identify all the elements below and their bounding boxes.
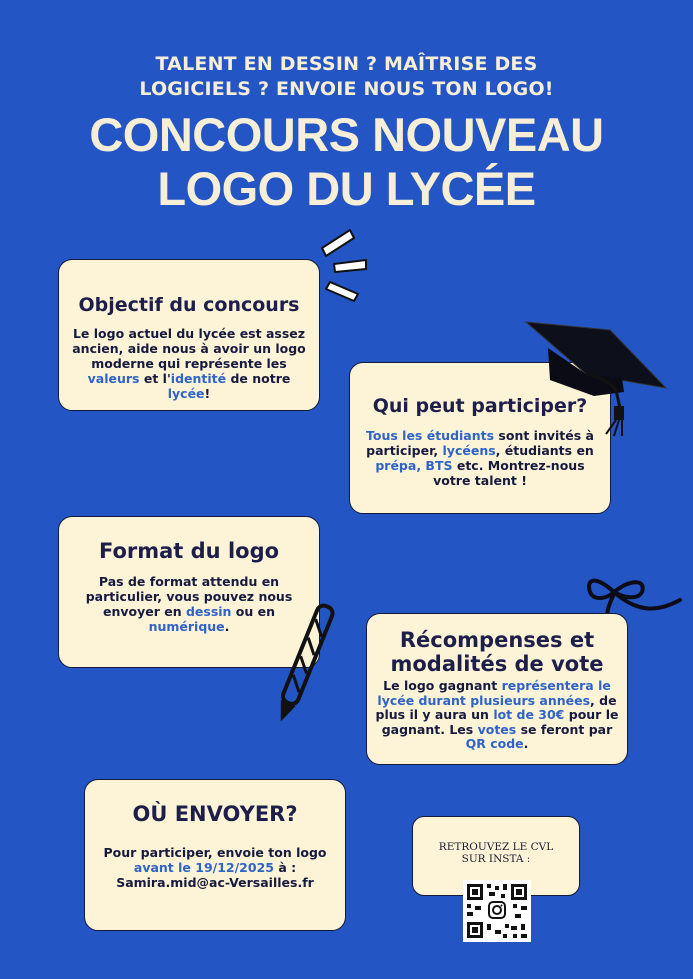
participer-highlight-prepa: prépa, BTS: [375, 458, 453, 473]
card-recompenses: [366, 613, 628, 765]
format-highlight-dessin: dessin: [185, 604, 232, 619]
qr-code[interactable]: [463, 880, 531, 942]
card-envoyer-title: OÙ ENVOYER?: [132, 802, 298, 826]
envoyer-email[interactable]: Samira.mid@ac-Versailles.fr: [116, 875, 314, 890]
card-objectif: [58, 259, 320, 411]
recompenses-text-part: se feront par: [516, 721, 613, 737]
recompenses-title-line-2: modalités de vote: [390, 652, 604, 676]
objectif-text-part: de notre: [226, 371, 291, 386]
recompenses-highlight-lot: lot de 30€: [493, 707, 565, 722]
card-envoyer-text: [85, 845, 345, 890]
format-highlight-numerique: numérique: [148, 619, 225, 634]
participer-highlight-etudiants: Tous les étudiants: [366, 428, 495, 443]
graduation-cap-icon: [524, 316, 670, 438]
qr-code-image: [463, 880, 531, 942]
card-recompenses-text: [367, 679, 627, 752]
participer-highlight-lyceens: lycéens: [442, 443, 496, 458]
pen-icon: [272, 598, 336, 730]
format-text-part: ou en: [231, 604, 276, 619]
recompenses-highlight-votes: votes: [477, 721, 517, 737]
objectif-highlight-valeurs: valeurs: [87, 371, 140, 386]
sparkle-icon: [316, 226, 372, 302]
format-text-part: .: [224, 619, 230, 634]
title-line-1: CONCOURS NOUVEAU: [89, 108, 604, 161]
recompenses-text-part: pour le gagnant. Les: [381, 707, 619, 737]
recompenses-text-part: Le logo gagnant: [383, 678, 502, 693]
envoyer-highlight-date: avant le 19/12/2025: [133, 860, 274, 875]
title-line-2: LOGO DU LYCÉE: [157, 162, 536, 215]
tagline-line-1: TALENT EN DESSIN ? MAÎTRISE DES: [155, 53, 538, 75]
participer-text-part: sont invités à participer,: [366, 428, 594, 458]
insta-line-1: RETROUVEZ LE CVL: [438, 841, 554, 853]
objectif-text-part: Le logo actuel du lycée est assez ancien, aide nous à avoir un logo moderne qui représente les: [72, 326, 306, 371]
format-text-part: Pas de format attendu en particulier, vous pouvez nous envoyer en: [85, 574, 293, 619]
objectif-highlight-identite: identité: [170, 371, 227, 386]
recompenses-text-part: , de plus il y aura un: [375, 692, 617, 722]
objectif-highlight-lycee: lycée: [167, 386, 205, 401]
tagline: [0, 52, 693, 102]
envoyer-text-part: Pour participer, envoie ton logo: [103, 845, 327, 860]
participer-text-part: etc. Montrez-nous votre talent !: [433, 458, 585, 488]
card-objectif-text: [59, 326, 319, 401]
page-title: [0, 108, 693, 216]
tagline-line-2: LOGICIELS ? ENVOIE NOUS TON LOGO!: [139, 78, 554, 100]
card-recompenses-title: [367, 628, 627, 676]
recompenses-text-part: .: [523, 736, 529, 751]
insta-line-2: SUR INSTA :: [461, 853, 531, 865]
card-envoyer: [84, 779, 346, 931]
objectif-text-part: !: [204, 386, 211, 401]
card-participer-title: Qui peut participer?: [372, 395, 588, 417]
recompenses-highlight-represente: représentera le lycée durant plusieurs années: [377, 678, 611, 708]
participer-text-part: , étudiants en: [495, 443, 594, 458]
recompenses-highlight-qr: QR code: [465, 736, 524, 751]
objectif-text-part: et l': [139, 371, 171, 386]
recompenses-title-line-1: Récompenses et: [399, 628, 595, 652]
card-format-title: Format du logo: [98, 539, 280, 563]
envoyer-text-part: à :: [273, 860, 297, 875]
card-objectif-title: Objectif du concours: [78, 294, 300, 316]
